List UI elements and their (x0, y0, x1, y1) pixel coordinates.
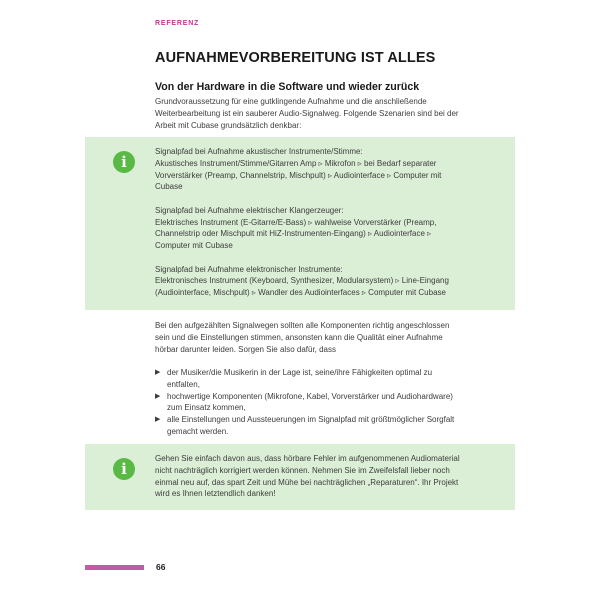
info-box-text: Gehen Sie einfach davon aus, dass hörbare Fehler im aufgenommenen Audiomaterial nicht nachträglich korrigiert werden können. Nehmen Sie im Zweifelsfall lieber noch einmal neu auf, das spart Zeit und Mühe bei nachträglichen „Reparaturen“. Ihr Projekt wird es Ihnen letztendlich danken! (155, 454, 460, 499)
info-icon: i (113, 151, 135, 173)
signal-path-text: Elektrisches Instrument (E-Gitarre/E-Bass) ▹ wahlweise Vorverstärker (Preamp, Channelstrip oder Mischpult mit HiZ-Instrumenten-Eingang) ▹ Audiointerface ▹ Computer mit Cubase (155, 217, 437, 251)
signal-path-heading: Signalpfad bei Aufnahme akustischer Instrumente/Stimme: (155, 147, 363, 156)
signal-path-acoustic (155, 146, 460, 193)
intro-paragraph: Grundvoraussetzung für eine gutklingende Aufnahme und die anschließende Weiterbearbeitung ist ein sauberer Audio-Signalweg. Folgende Szenarien sind bei der Arbeit mit Cubase grundsätzlich denkbar: (155, 97, 459, 130)
footer-accent-bar (85, 565, 144, 570)
page-title: AUFNAHMEVORBEREITUNG IST ALLES (155, 50, 436, 66)
bullet-marker: ▶ (155, 369, 161, 376)
signal-path-electronic (155, 264, 460, 299)
page-number: 66 (156, 562, 166, 572)
info-icon: i (113, 458, 135, 480)
bullet-list (155, 367, 460, 438)
bullet-marker: ▶ (155, 416, 161, 424)
list-item (155, 391, 460, 415)
list-item (155, 414, 460, 438)
signal-path-electric (155, 205, 460, 252)
list-item (155, 367, 460, 391)
signal-path-text: Akustisches Instrument/Stimme/Gitarren Amp ▹ Mikrofon ▹ bei Bedarf separater Vorverstärker (Preamp, Channelstrip, Mischpult) ▹ Audiointerface ▹ Computer mit Cubase (155, 158, 442, 192)
subheading: Von der Hardware in die Software und wieder zurück (155, 81, 420, 93)
info-box-signal-paths (85, 137, 515, 310)
section-tag: REFERENZ (155, 20, 200, 27)
list-item-text: alle Einstellungen und Aussteuerungen im Signalpfad mit größtmöglicher Sorgfalt gemacht werden. (167, 415, 455, 436)
info-box-content (155, 146, 460, 299)
signal-path-heading: Signalpfad bei Aufnahme elektrischer Klangerzeuger: (155, 205, 344, 215)
signal-path-heading: Signalpfad bei Aufnahme elektronischer Instrumente: (155, 264, 343, 274)
list-item-text: hochwertige Komponenten (Mikrofone, Kabel, Vorverstärker und Audiohardware) zum Einsatz kommen, (167, 391, 453, 413)
bullet-marker: ▶ (155, 392, 161, 400)
components-paragraph: Bei den aufgezählten Signalwegen sollten alle Komponenten richtig angeschlossen sein und die Einstellungen stimmen, ansonsten kann die Qualität einer Aufnahme hörbar darunter leiden. Sorgen Sie also dafür, dass (155, 321, 450, 354)
info-box-tip (85, 444, 515, 510)
signal-path-text: Elektronisches Instrument (Keyboard, Synthesizer, Modularsystem) ▹ Line-Eingang (Audiointerface, Mischpult) ▹ Wandler des Audiointerfaces ▹ Computer mit Cubase (155, 276, 449, 298)
list-item-text: der Musiker/die Musikerin in der Lage ist, seine/ihre Fähigkeiten optimal zu entfalten, (167, 368, 433, 389)
